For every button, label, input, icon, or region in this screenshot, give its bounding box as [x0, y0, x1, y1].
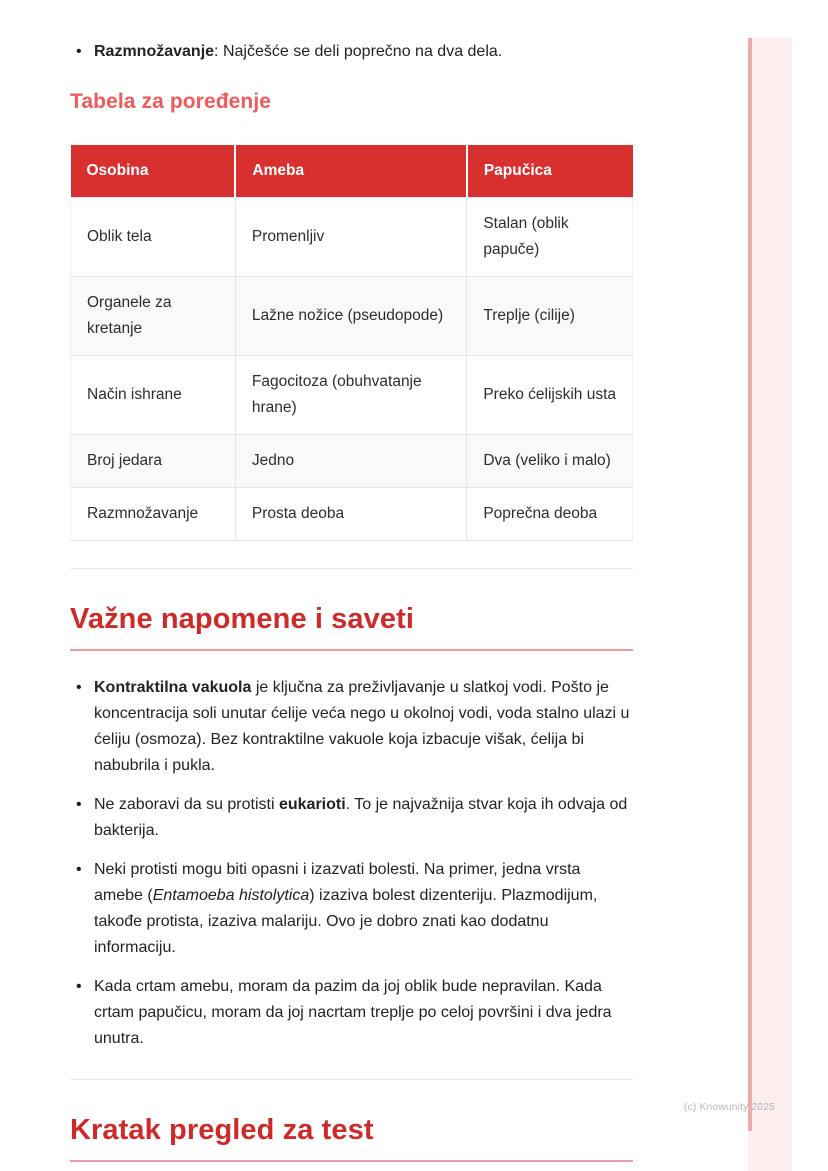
section-divider: [70, 568, 633, 569]
table-row: [71, 488, 633, 541]
table-header-row: [71, 145, 633, 198]
section-divider: [70, 1079, 633, 1080]
bullet-text: . To je najvažnija stvar koja ih odvaja od bakterija.: [94, 796, 628, 839]
list-item: [70, 857, 633, 961]
column-header-osobina: Osobina: [71, 145, 236, 198]
comparison-table-header: [71, 145, 633, 198]
bullet-text: Neki protisti mogu biti opasni i izazvati bolesti. Na primer, jedna vrsta amebe (: [94, 861, 581, 904]
table-cell: Preko ćelijskih usta: [467, 356, 633, 435]
bullet-bold-text: Kontraktilna vakuola: [94, 679, 252, 696]
table-cell: Broj jedara: [71, 435, 236, 488]
table-cell: Razmnožavanje: [71, 488, 236, 541]
table-row: [71, 435, 633, 488]
table-cell: Dva (veliko i malo): [467, 435, 633, 488]
table-cell: Način ishrane: [71, 356, 236, 435]
page-edge-strip-border: [748, 38, 752, 1131]
table-row: [71, 277, 633, 356]
bullet-text: Ne zaboravi da su protisti: [94, 796, 279, 813]
table-cell: Promenljiv: [235, 198, 466, 277]
list-item: [70, 675, 633, 779]
table-cell: Organele za kretanje: [71, 277, 236, 356]
bullet-italic-text: Entamoeba histolytica: [152, 887, 310, 904]
page-edge-strip: [748, 38, 792, 1171]
list-item: [70, 792, 633, 844]
table-cell: Lažne nožice (pseudopode): [235, 277, 466, 356]
section-heading-review: Kratak pregled za test: [70, 1113, 633, 1162]
bullet-bold-text: Razmnožavanje: [94, 43, 215, 60]
list-item: [70, 39, 633, 65]
table-cell: Poprečna deoba: [467, 488, 633, 541]
copyright-watermark: (c) Knowunity 2025: [684, 1102, 776, 1113]
comparison-table-body: [71, 198, 633, 541]
column-header-ameba: Ameba: [235, 145, 466, 198]
table-cell: Fagocitoza (obuhvatanje hrane): [235, 356, 466, 435]
table-cell: Prosta deoba: [235, 488, 466, 541]
bullet-text: Kada crtam amebu, moram da pazim da joj oblik bude nepravilan. Kada crtam papučicu, moram da joj nacrtam treplje po celoj površini i dva jedra unutra.: [94, 978, 612, 1047]
table-cell: Jedno: [235, 435, 466, 488]
table-row: [71, 198, 633, 277]
list-item: [70, 974, 633, 1052]
section-heading-notes: Važne napomene i saveti: [70, 602, 633, 651]
document-content: [70, 0, 633, 1162]
column-header-papucica: Papučica: [467, 145, 633, 198]
table-cell: Oblik tela: [71, 198, 236, 277]
bullet-text: je ključna za preživljavanje u slatkoj vodi. Pošto je koncentracija soli unutar ćelije veća nego u okolnoj vodi, voda stalno ulazi u ćeliju (osmoza). Bez kontraktilne vakuole koja izbacuje višak, ćelija bi nabubrila i pukla.: [94, 679, 630, 774]
bullet-text: : Najčešće se deli poprečno na dva dela.: [214, 43, 503, 60]
intro-bullet-list: [70, 0, 633, 65]
comparison-table: [70, 145, 633, 541]
bullet-text: ) izaziva bolest dizenteriju. Plazmodijum, takođe protista, izaziva malariju. Ovo je dobro znati kao dodatnu informaciju.: [94, 887, 598, 956]
table-row: [71, 356, 633, 435]
table-cell: Treplje (cilije): [467, 277, 633, 356]
table-cell: Stalan (oblik papuče): [467, 198, 633, 277]
bullet-bold-text: eukarioti: [278, 796, 346, 813]
notes-bullet-list: [70, 675, 633, 1052]
section-subheading-comparison-table: Tabela za poređenje: [70, 90, 272, 113]
